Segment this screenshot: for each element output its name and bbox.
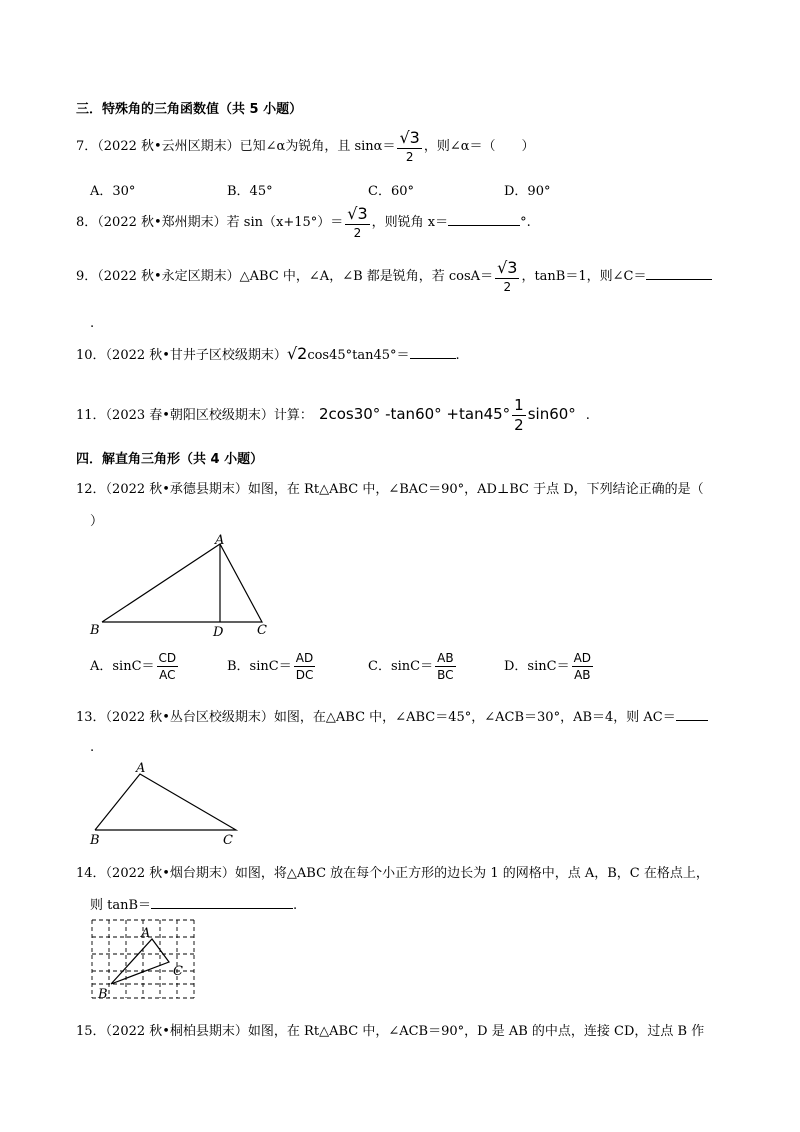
question-9	[76, 260, 712, 293]
fraction	[397, 130, 421, 163]
section-title-3: 三．特殊角的三角函数值（共 5 小题）	[76, 102, 303, 117]
question-14: 14．（2022 秋•烟台期末）如图，将△ABC 放在每个小正方形的边长为 1 的网格中，点 A，B，C 在格点上，	[76, 866, 709, 881]
question-8-end: °.	[520, 215, 531, 230]
question-12-close: ）	[90, 514, 104, 529]
triangle-abc	[95, 774, 236, 830]
q7-option-a[interactable]: A．30°	[90, 184, 136, 199]
question-8-tail: ，则锐角 x＝	[371, 215, 449, 230]
fraction	[345, 206, 369, 239]
answer-blank[interactable]	[448, 213, 520, 226]
question-11-expr1: 2cos30° -tan60° +tan45°	[318, 405, 511, 423]
fraction	[435, 652, 455, 681]
answer-blank[interactable]	[151, 896, 293, 909]
question-8	[76, 206, 531, 239]
question-7	[76, 130, 535, 163]
q12-option-a[interactable]	[90, 652, 180, 681]
label-b: B	[98, 987, 108, 1002]
q14-grid-figure	[90, 918, 196, 1002]
label-b: B	[90, 833, 100, 848]
fraction	[572, 652, 593, 681]
q7-option-c[interactable]: C．60°	[368, 184, 414, 199]
question-11-text: 11．（2023 春•朝阳区校级期末）计算：	[76, 408, 313, 423]
section-title-4: 四．解直角三角形（共 4 小题）	[76, 452, 264, 467]
triangle-abc	[102, 544, 262, 622]
label-a: A	[141, 926, 151, 941]
label-c: C	[173, 964, 183, 979]
fraction-numerator: √3	[347, 204, 368, 223]
q12-option-d[interactable]	[504, 652, 595, 681]
question-14-text2: 则 tanB＝	[90, 898, 152, 913]
fraction-numerator: AB	[437, 651, 454, 665]
fraction-numerator: 1	[514, 396, 524, 414]
label-c: C	[257, 623, 267, 638]
fraction	[157, 652, 179, 681]
question-12: 12．（2022 秋•承德县期末）如图，在 Rt△ABC 中，∠BAC＝90°，AD⊥BC 于点 D，下列结论正确的是（	[76, 482, 704, 497]
sqrt-2: √2	[286, 344, 308, 363]
question-8-text: 8．（2022 秋•郑州期末）若 sin（x+15°）＝	[76, 215, 344, 230]
option-prefix: D．sinC＝	[504, 659, 570, 674]
label-c: C	[223, 833, 233, 848]
option-prefix: A．sinC＝	[90, 659, 155, 674]
question-15: 15．（2022 秋•桐柏县期末）如图，在 Rt△ABC 中，∠ACB＝90°，D 是 AB 的中点，连接 CD，过点 B 作	[76, 1024, 705, 1039]
fraction-denominator: 2	[405, 150, 414, 164]
fraction-denominator: 2	[353, 226, 362, 240]
question-10	[76, 344, 460, 363]
fraction-numerator: √3	[497, 258, 518, 277]
question-10-end: .	[455, 348, 460, 363]
fraction-denominator: BC	[437, 668, 454, 682]
question-9-end: .	[90, 316, 95, 331]
fraction	[495, 260, 519, 293]
fraction-denominator: 2	[503, 280, 512, 294]
fraction-denominator: 2	[514, 416, 524, 434]
question-11	[76, 398, 590, 433]
question-11-expr2: sin60°	[527, 405, 576, 423]
fraction-numerator: AD	[573, 651, 592, 665]
question-11-end: .	[585, 408, 590, 423]
answer-blank[interactable]	[646, 267, 712, 280]
fraction	[512, 398, 526, 433]
q12-triangle-figure	[84, 532, 284, 642]
fraction-denominator: AB	[574, 668, 591, 682]
question-7-text: 7．（2022 秋•云州区期末）已知∠α为锐角，且 sinα＝	[76, 139, 396, 154]
fraction-numerator: AD	[295, 651, 314, 665]
question-14-end: .	[293, 898, 298, 913]
fraction-numerator: √3	[399, 128, 420, 147]
q7-option-b[interactable]: B．45°	[227, 184, 273, 199]
q7-option-d[interactable]: D．90°	[504, 184, 551, 199]
question-9-tail: ，tanB＝1，则∠C＝	[521, 269, 647, 284]
option-prefix: B．sinC＝	[227, 659, 292, 674]
question-14-line2	[90, 894, 297, 913]
fraction-denominator: DC	[295, 668, 314, 682]
fraction-denominator: AC	[159, 668, 176, 682]
question-13-end: .	[90, 740, 95, 755]
q12-option-b[interactable]	[227, 652, 317, 681]
question-9-text: 9．（2022 秋•永定区期末）△ABC 中，∠A，∠B 都是锐角，若 cosA＝	[76, 269, 494, 284]
option-prefix: C．sinC＝	[368, 659, 434, 674]
q12-option-c[interactable]	[368, 652, 458, 681]
label-a: A	[136, 761, 146, 776]
question-10-text: 10．（2022 秋•甘井子区校级期末）	[76, 348, 287, 363]
question-10-expr: cos45°tan45°＝	[307, 348, 410, 363]
label-d: D	[213, 625, 224, 640]
question-7-tail: ，则∠α＝（ ）	[423, 139, 535, 154]
answer-blank[interactable]	[676, 708, 708, 721]
fraction	[294, 652, 316, 681]
answer-blank[interactable]	[410, 346, 456, 359]
fraction-numerator: CD	[158, 651, 177, 665]
question-13	[76, 706, 708, 725]
label-a: A	[215, 533, 225, 548]
q13-triangle-figure	[84, 760, 254, 850]
label-b: B	[90, 623, 100, 638]
question-13-text: 13．（2022 秋•丛台区校级期末）如图，在△ABC 中，∠ABC＝45°，∠ACB＝30°，AB＝4，则 AC＝	[76, 710, 676, 725]
